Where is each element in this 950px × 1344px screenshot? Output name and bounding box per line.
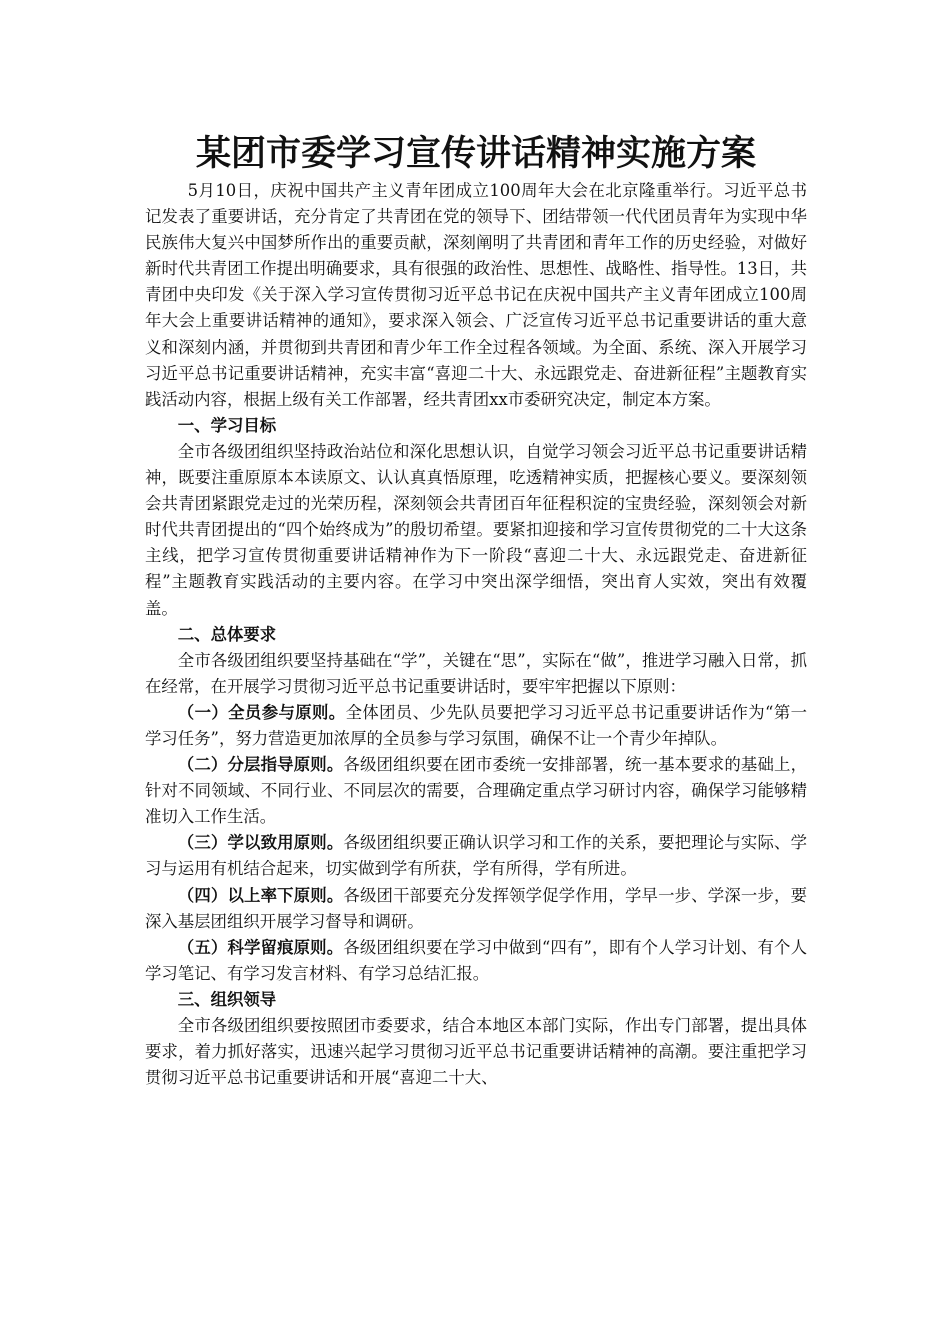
principle-label: （四）以上率下原则。	[177, 885, 344, 905]
principle-label: （五）科学留痕原则。	[177, 937, 344, 957]
principle-text: 全体团员、少先队员要把学习习近平总书记重要讲话作为“第一学习任务”，努力营造更加浓厚的全员参与学习氛围，确保不让一个青少年掉队。	[145, 702, 807, 748]
intro-paragraph: 5月10日，庆祝中国共产主义青年团成立100周年大会在北京隆重举行。习近平总书记发表了重要讲话，充分肯定了共青团在党的领导下、团结带领一代代团员青年为实现中华民族伟大复兴中国梦所作出的重要贡献，深刻阐明了共青团和青年工作的历史经验，对做好新时代共青团工作提出明确要求，具有很强的政治性、思想性、战略性、指导性。13日，共青团中央印发《关于深入学习宣传贯彻习近平总书记在庆祝中国共产主义青年团成立100周年大会上重要讲话精神的通知》，要求深入领会、广泛宣传习近平总书记重要讲话的重大意义和深刻内涵，并贯彻到共青团和青少年工作全过程各领域。为全面、系统、深入开展学习习近平总书记重要讲话精神，充实丰富“喜迎二十大、永远跟党走、奋进新征程”主题教育实践活动内容，根据上级有关工作部署，经共青团xx市委研究决定，制定本方案。	[145, 181, 807, 409]
principle-label: （二）分层指导原则。	[177, 755, 344, 775]
principle-item	[145, 883, 807, 935]
principle-item	[145, 700, 807, 752]
section-heading-leadership: 三、组织领导	[177, 989, 277, 1009]
principle-text: 各级团组织要正确认识学习和工作的关系，要把理论与实际、学习与运用有机结合起来，切实做到学有所获，学有所得，学有所进。	[145, 833, 807, 879]
principle-label: （一）全员参与原则。	[177, 702, 346, 722]
section-heading-requirements: 二、总体要求	[177, 624, 277, 644]
document-page	[145, 132, 807, 1091]
principle-label: （三）学以致用原则。	[177, 833, 344, 853]
principle-item	[145, 752, 807, 830]
requirements-paragraph: 全市各级团组织要坚持基础在“学”，关键在“思”，实际在“做”，推进学习融入日常，抓在经常，在开展学习贯彻习近平总书记重要讲话时，要牢牢把握以下原则：	[145, 650, 807, 696]
principle-item	[145, 830, 807, 882]
leadership-paragraph: 全市各级团组织要按照团市委要求，结合本地区本部门实际，作出专门部署，提出具体要求，着力抓好落实，迅速兴起学习贯彻习近平总书记重要讲话精神的高潮。要注重把学习贯彻习近平总书记重要讲话和开展“喜迎二十大、	[145, 1016, 807, 1088]
goals-paragraph: 全市各级团组织坚持政治站位和深化思想认识，自觉学习领会习近平总书记重要讲话精神，既要注重原原本本读原文、认认真真悟原理，吃透精神实质，把握核心要义。要深刻领会共青团紧跟党走过的光荣历程，深刻领会共青团百年征程积淀的宝贵经验，深刻领会对新时代共青团提出的“四个始终成为”的殷切希望。要紧扣迎接和学习宣传贯彻党的二十大这条主线，把学习宣传贯彻重要讲话精神作为下一阶段“喜迎二十大、永远跟党走、奋进新征程”主题教育实践活动的主要内容。在学习中突出深学细悟，突出育人实效，突出有效覆盖。	[145, 441, 807, 618]
document-title: 某团市委学习宣传讲话精神实施方案	[195, 133, 756, 174]
principle-item	[145, 935, 807, 987]
section-heading-goals: 一、学习目标	[177, 415, 277, 435]
principle-text: 各级团干部要充分发挥领学促学作用，学早一步、学深一步，要深入基层团组织开展学习督导和调研。	[145, 885, 807, 931]
principle-text: 各级团组织要在学习中做到“四有”，即有个人学习计划、有个人学习笔记、有学习发言材料、有学习总结汇报。	[145, 937, 807, 983]
principle-text: 各级团组织要在团市委统一安排部署，统一基本要求的基础上，针对不同领域、不同行业、不同层次的需要，合理确定重点学习研讨内容，确保学习能够精准切入工作生活。	[145, 755, 807, 827]
